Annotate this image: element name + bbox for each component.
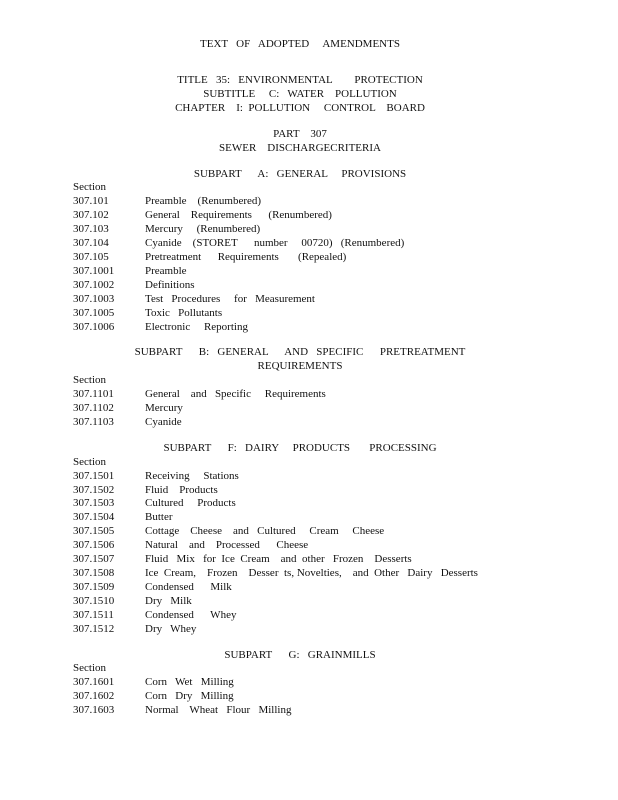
section-number: 307.1501 xyxy=(73,470,115,482)
section-title: Fluid Products xyxy=(145,484,218,496)
section-number: 307.102 xyxy=(73,209,109,221)
section-title: Cyanide xyxy=(145,416,182,428)
section-number: 307.1505 xyxy=(73,525,115,537)
section-number: 307.1001 xyxy=(73,265,115,277)
section-number: 307.1508 xyxy=(73,567,115,579)
section-title: Dry Milk xyxy=(145,595,192,607)
part-line: PART 307 xyxy=(273,128,327,140)
section-number: 307.1601 xyxy=(73,676,115,688)
section-title: Definitions xyxy=(145,279,195,291)
section-label: Section xyxy=(73,662,106,674)
section-title: Dry Whey xyxy=(145,623,197,635)
section-number: 307.1103 xyxy=(73,416,114,428)
section-title: General Requirements (Renumbered) xyxy=(145,209,332,221)
section-number: 307.1002 xyxy=(73,279,115,291)
section-title: Cottage Cheese and Cultured Cream Cheese xyxy=(145,525,385,537)
title-line: TITLE 35: ENVIRONMENTAL PROTECTION xyxy=(177,74,423,86)
section-label: Section xyxy=(73,181,106,193)
section-title: Fluid Mix for Ice Cream and other Frozen Desserts xyxy=(145,553,412,565)
section-title: Butter xyxy=(145,511,173,523)
section-number: 307.1005 xyxy=(73,307,115,319)
section-number: 307.105 xyxy=(73,251,109,263)
section-label: Section xyxy=(73,374,106,386)
section-number: 307.1511 xyxy=(73,609,114,621)
part-title-line: SEWER DISCHARGECRITERIA xyxy=(219,142,381,154)
section-title: Normal Wheat Flour Milling xyxy=(145,704,292,716)
section-title: Mercury xyxy=(145,402,183,414)
section-number: 307.1512 xyxy=(73,623,115,635)
section-title: Toxic Pollutants xyxy=(145,307,223,319)
section-title: Cyanide (STORET number 00720) (Renumbered) xyxy=(145,237,405,249)
section-label: Section xyxy=(73,456,106,468)
section-number: 307.1507 xyxy=(73,553,115,565)
section-title: Corn Dry Milling xyxy=(145,690,234,702)
section-title: Natural and Processed Cheese xyxy=(145,539,309,551)
section-number: 307.1602 xyxy=(73,690,115,702)
section-title: Electronic Reporting xyxy=(145,321,248,333)
chapter-line: CHAPTER I: POLLUTION CONTROL BOARD xyxy=(175,102,425,114)
section-title: Receiving Stations xyxy=(145,470,239,482)
section-title: Mercury (Renumbered) xyxy=(145,223,261,235)
subpart-b-title: SUBPART B: GENERAL AND SPECIFIC PRETREATMENT xyxy=(134,346,466,358)
section-title: Preamble xyxy=(145,265,187,277)
section-number: 307.1101 xyxy=(73,388,114,400)
section-title: General and Specific Requirements xyxy=(145,388,326,400)
subpart-g-title: SUBPART G: GRAINMILLS xyxy=(224,649,376,661)
section-title: Ice Cream, Frozen Desser ts, Novelties, and Other Dairy Desserts xyxy=(145,567,478,579)
section-number: 307.1504 xyxy=(73,511,115,523)
section-number: 307.1503 xyxy=(73,497,115,509)
subtitle-line: SUBTITLE C: WATER POLLUTION xyxy=(203,88,397,100)
section-number: 307.104 xyxy=(73,237,109,249)
section-number: 307.1510 xyxy=(73,595,115,607)
section-number: 307.1003 xyxy=(73,293,115,305)
subpart-b-title-continued: REQUIREMENTS xyxy=(257,360,343,372)
section-title: Cultured Products xyxy=(145,497,236,509)
section-title: Preamble (Renumbered) xyxy=(145,195,262,207)
section-number: 307.1506 xyxy=(73,539,115,551)
section-title: Test Procedures for Measurement xyxy=(145,293,315,305)
section-number: 307.101 xyxy=(73,195,109,207)
section-title: Corn Wet Milling xyxy=(145,676,234,688)
subpart-f-title: SUBPART F: DAIRY PRODUCTS PROCESSING xyxy=(163,442,437,454)
section-number: 307.1502 xyxy=(73,484,115,496)
section-number: 307.1102 xyxy=(73,402,114,414)
document-heading: TEXT OF ADOPTED AMENDMENTS xyxy=(200,38,400,50)
section-number: 307.103 xyxy=(73,223,109,235)
section-title: Pretreatment Requirements (Repealed) xyxy=(145,251,347,263)
section-number: 307.1603 xyxy=(73,704,115,716)
section-number: 307.1006 xyxy=(73,321,115,333)
section-number: 307.1509 xyxy=(73,581,115,593)
section-title: Condensed Milk xyxy=(145,581,232,593)
section-title: Condensed Whey xyxy=(145,609,237,621)
subpart-a-title: SUBPART A: GENERAL PROVISIONS xyxy=(193,168,407,180)
